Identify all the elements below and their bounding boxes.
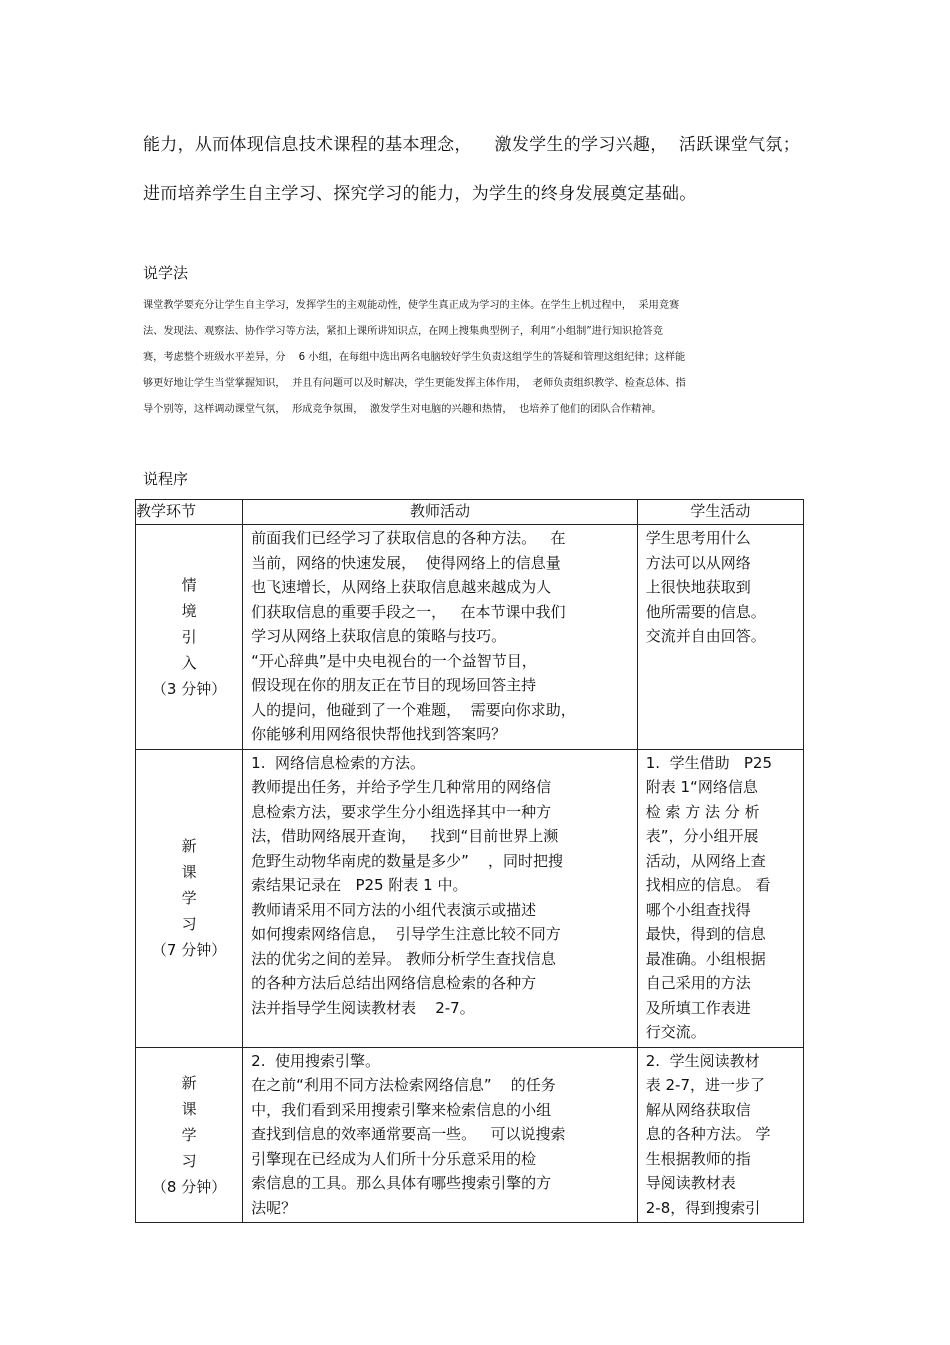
stage-cell-line: 新 (181, 837, 197, 855)
paragraph-line: 法、发现法、观察法、协作学习等方法，紧扣上课所讲知识点，在网上搜集典型例子，利用“小组制”进行知识抢答竞 (143, 326, 663, 337)
teacher-activity-cell-line: 的各种方法后总结出网络信息检索的各种方 (251, 974, 537, 992)
stage-cell-line: （8 分钟） (151, 1177, 227, 1196)
teacher-activity-cell-line: 当前，网络的快速发展， 使得网络上的信息量 (251, 553, 561, 572)
student-activity-cell-line: 找相应的信息。 看 (645, 876, 771, 894)
teacher-activity-cell (243, 1047, 638, 1223)
stage-cell-line: 境 (181, 601, 197, 620)
teacher-activity-cell-line: 法，借助网络展开查询， 找到“目前世界上濒 (251, 827, 559, 845)
student-activity-cell-line: 2-8，得到搜索引 (645, 1198, 761, 1217)
student-activity-cell-line: 导阅读教材表 (645, 1174, 736, 1192)
student-activity-cell-line: 生根据教师的指 (645, 1149, 751, 1168)
table-row (136, 749, 804, 1047)
student-activity-cell-line: 学生思考用什么 (645, 529, 751, 547)
stage-cell-line: 课 (181, 863, 197, 881)
student-activity-cell-line: 最快，得到的信息 (645, 925, 766, 943)
student-activity-cell-line: 及所填工作表进 (645, 998, 751, 1017)
intro-line-2: 进而培养学生自主学习、探究学习的能力，为学生的终身发展奠定基础。 (143, 184, 697, 204)
stage-cell-line: 习 (181, 1151, 197, 1170)
program-table (135, 499, 804, 1223)
teacher-activity-cell-line: 危野生动物华南虎的数量是多少” ，同时把搜 (251, 851, 564, 870)
stage-cell-line: （3 分钟） (151, 679, 227, 698)
student-activity-cell (637, 1047, 803, 1223)
learning-method-paragraph (143, 296, 783, 426)
student-activity-cell-line: 哪个小组查找得 (645, 900, 751, 919)
student-activity-cell-line: 方法可以从网络 (645, 553, 751, 572)
stage-cell (136, 525, 243, 750)
teacher-activity-cell-line: 息检索方法，要求学生分小组选择其中一种方 (251, 802, 552, 821)
teacher-activity-cell-line: 学习从网络上获取信息的策略与技巧。 (251, 627, 507, 645)
teacher-activity-cell-line: 假设现在你的朋友正在节目的现场回答主持 (251, 676, 537, 694)
student-activity-cell-line: 活动，从网络上查 (645, 851, 766, 870)
teacher-activity-cell-line: 索信息的工具。那么具体有哪些搜索引擎的方 (251, 1174, 552, 1192)
student-activity-cell-line: 表 2-7，进一步了 (645, 1076, 766, 1094)
stage-cell-line: 学 (181, 1125, 197, 1144)
teacher-activity-cell-line: 法并指导学生阅读教材表 2-7。 (251, 998, 475, 1017)
stage-cell-line: 引 (181, 627, 197, 646)
teacher-activity-cell-line: 索结果记录在 P25 附表 1 中。 (251, 876, 468, 894)
program-heading: 说程序 (143, 470, 189, 488)
student-activity-cell-line: 行交流。 (645, 1023, 706, 1041)
student-activity-cell (637, 525, 803, 750)
header-stage: 教学环节 (136, 500, 243, 525)
teacher-activity-cell-line: 教师提出任务，并给予学生几种常用的网络信 (251, 778, 552, 796)
stage-cell-line: 情 (181, 575, 197, 594)
table-row (136, 1047, 804, 1223)
stage-cell-line: 学 (181, 889, 197, 907)
program-table-body (136, 525, 804, 1223)
learning-method-heading: 说学法 (143, 264, 189, 282)
teacher-activity-cell-line: 1. 网络信息检索的方法。 (251, 753, 426, 772)
paragraph-line: 课堂教学要充分让学生自主学习，发挥学生的主观能动性，使学生真正成为学习的主体。在学生上机过程中， 采用竞赛 (143, 300, 680, 311)
stage-cell-line: 课 (181, 1099, 197, 1118)
teacher-activity-cell (243, 525, 638, 750)
teacher-activity-cell-line: 也飞速增长，从网络上获取信息越来越成为人 (251, 578, 552, 596)
teacher-activity-cell-line: 查找到信息的效率通常要高一些。 可以说搜索 (251, 1125, 566, 1143)
stage-cell (136, 1047, 243, 1223)
header-teacher: 教师活动 (243, 500, 638, 525)
teacher-activity-cell-line: 前面我们已经学习了获取信息的各种方法。 在 (251, 529, 566, 547)
student-activity-cell-line: 息的各种方法。 学 (645, 1125, 771, 1143)
student-activity-cell-line: 交流并自由回答。 (645, 627, 766, 645)
teacher-activity-cell-line: 如何搜索网络信息， 引导学生注意比较不同方 (251, 925, 561, 943)
stage-cell (136, 749, 243, 1047)
table-row (136, 525, 804, 750)
student-activity-cell (637, 749, 803, 1047)
teacher-activity-cell-line: 中，我们看到采用搜索引擎来检索信息的小组 (251, 1100, 552, 1119)
teacher-activity-cell-line: 法的优劣之间的差异。 教师分析学生查找信息 (251, 949, 556, 968)
student-activity-cell-line: 2. 学生阅读教材 (645, 1051, 760, 1070)
student-activity-cell-line: 1. 学生借助 P25 (645, 753, 773, 772)
header-student: 学生活动 (637, 500, 803, 525)
teacher-activity-cell-line: 在之前“利用不同方法检索网络信息” 的任务 (251, 1076, 556, 1094)
stage-cell-line: 新 (181, 1073, 197, 1092)
teacher-activity-cell-line: 2. 使用搜索引擎。 (251, 1051, 381, 1070)
stage-cell-line: （7 分钟） (151, 941, 227, 959)
teacher-activity-cell-line: 教师请采用不同方法的小组代表演示或描述 (251, 900, 537, 919)
teacher-activity-cell (243, 749, 638, 1047)
student-activity-cell-line: 最准确。小组根据 (645, 949, 766, 968)
teacher-activity-cell-line: 们获取信息的重要手段之一， 在本节课中我们 (251, 602, 566, 621)
paragraph-line: 够更好地让学生当堂掌握知识， 并且有问题可以及时解决，学生更能发挥主体作用， 老师负责组织教学、检查总体、指 (143, 378, 686, 389)
student-activity-cell-line: 自己采用的方法 (645, 974, 751, 992)
intro-line-1: 能力，从而体现信息技术课程的基本理念， 激发学生的学习兴趣， 活跃课堂气氛； (143, 135, 801, 155)
teacher-activity-cell-line: 人的提问，他碰到了一个难题， 需要向你求助， (251, 700, 576, 719)
student-activity-cell-line: 解从网络获取信 (645, 1100, 751, 1119)
teacher-activity-cell-line: “开心辞典”是中央电视台的一个益智节目， (251, 651, 537, 670)
paragraph-line: 赛，考虑整个班级水平差异，分 6 小组，在每组中选出两名电脑较好学生负责这组学生的答疑和管理这组纪律；这样能 (143, 352, 686, 363)
stage-cell-line: 入 (181, 653, 197, 672)
student-activity-cell-line: 附表 1“网络信息 (645, 778, 758, 796)
paragraph-line: 导个别等，这样调动课堂气氛， 形成竞争氛围， 激发学生对电脑的兴趣和热情， 也培养了他们的团队合作精神。 (143, 404, 662, 415)
student-activity-cell-line: 检 索 方 法 分 析 (645, 802, 760, 821)
teacher-activity-cell-line: 法呢？ (251, 1198, 297, 1217)
teacher-activity-cell-line: 你能够利用网络很快帮他找到答案吗？ (251, 725, 507, 743)
student-activity-cell-line: 上很快地获取到 (645, 578, 751, 596)
student-activity-cell-line: 他所需要的信息。 (645, 602, 766, 621)
stage-cell-line: 习 (181, 915, 197, 933)
table-header-row (136, 500, 804, 525)
teacher-activity-cell-line: 引擎现在已经成为人们所十分乐意采用的检 (251, 1149, 537, 1168)
student-activity-cell-line: 表”，分小组开展 (645, 827, 759, 845)
